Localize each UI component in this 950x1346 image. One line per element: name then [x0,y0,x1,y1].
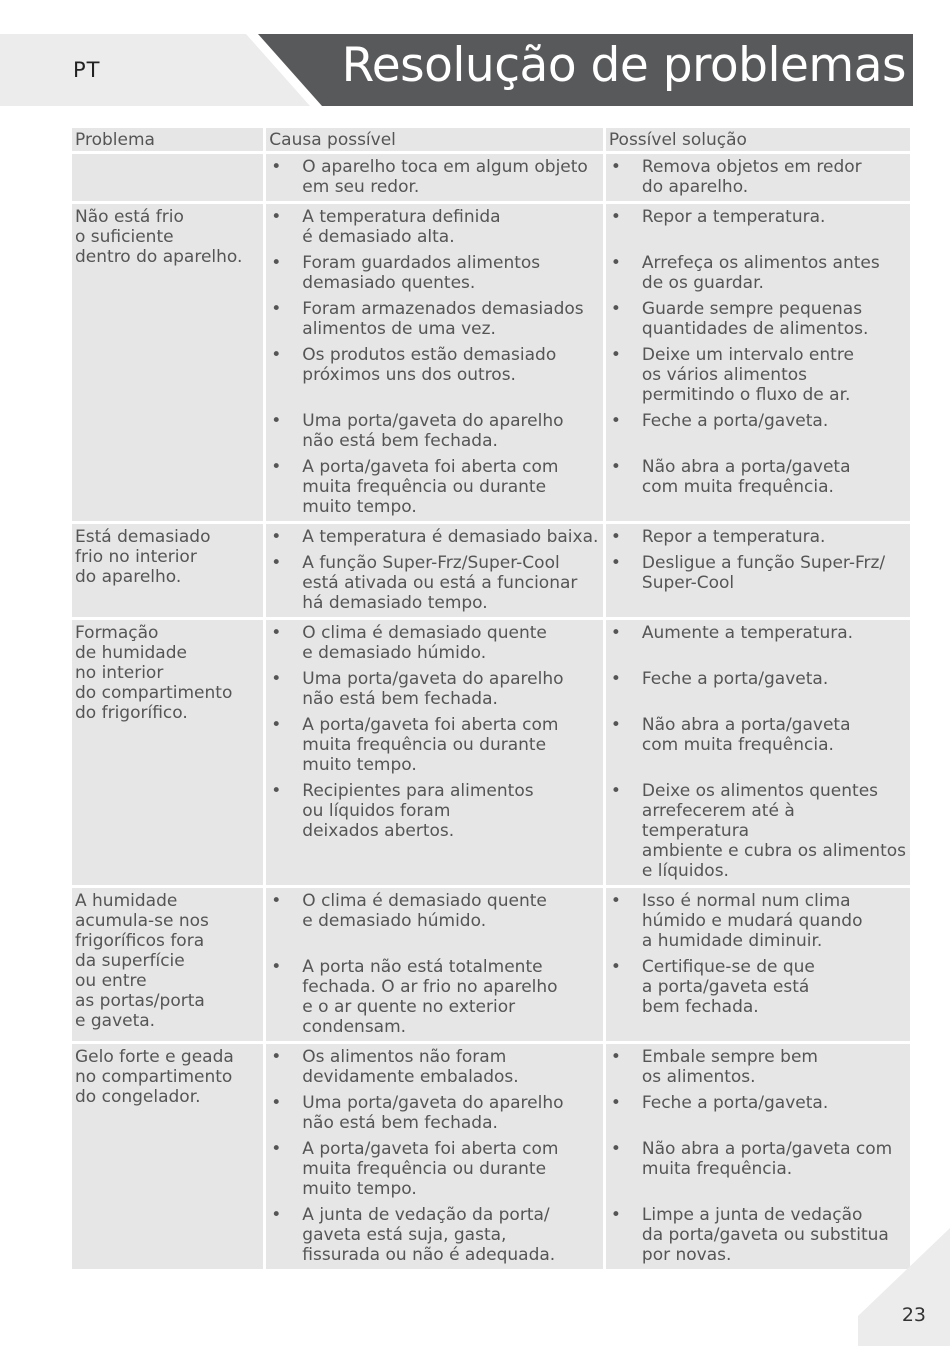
solution-text: Não abra a porta/gaveta com muita frequência. [641,715,851,755]
cause-list-item [269,411,600,451]
solution-list-item [609,345,907,405]
solution-cell [606,1044,910,1269]
solution-text: Feche a porta/gaveta. [641,1093,829,1113]
solution-list-item [609,553,907,613]
cause-list-item [269,299,600,339]
cause-cell [266,620,603,885]
bullet-icon: • [271,623,282,643]
cause-text: Uma porta/gaveta do aparelho não está bem fechada. [302,411,564,451]
cause-text: A função Super-Frz/Super-Cool está ativada ou está a funcionar há demasiado tempo. [302,553,578,613]
bullet-icon: • [610,1205,621,1225]
bullet-icon: • [610,891,621,911]
bullet-icon: • [271,253,282,273]
bullet-icon: • [610,411,621,431]
bullet-icon: • [610,527,621,547]
solution-list-item [609,207,907,247]
cause-list-item [269,1093,600,1133]
table-header-row [72,128,910,151]
bullet-icon: • [271,957,282,977]
bullet-icon: • [271,781,282,801]
bullet-icon: • [271,527,282,547]
solution-text: Deixe um intervalo entre os vários alimentos permitindo o fluxo de ar. [641,345,854,405]
problem-text: Está demasiado frio no interior do aparelho. [75,527,211,587]
cause-list-item [269,157,600,197]
solution-cell [606,154,910,201]
cause-cell [266,888,603,1041]
table-row [72,524,910,617]
bullet-icon: • [271,299,282,319]
solution-list-item [609,669,907,709]
cause-list-item [269,1205,600,1265]
solution-list-item [609,891,907,951]
bullet-icon: • [610,207,621,227]
cause-list-item [269,553,600,613]
solution-list-item [609,253,907,293]
solution-text: Limpe a junta de vedação da porta/gaveta ou substitua por novas. [641,1205,889,1265]
cause-cell [266,524,603,617]
page-title: Resolução de problemas [341,38,906,93]
cause-list-item [269,1047,600,1087]
table-row [72,620,910,885]
solution-cell [606,888,910,1041]
bullet-icon: • [271,1205,282,1225]
cause-list-item [269,207,600,247]
solution-text: Repor a temperatura. [641,207,826,227]
bullet-icon: • [271,715,282,735]
cause-text: A junta de vedação da porta/ gaveta está suja, gasta, fissurada ou não é adequada. [302,1205,556,1265]
bullet-icon: • [610,781,621,801]
problem-cell [72,204,263,521]
solution-text: Feche a porta/gaveta. [641,669,829,689]
bullet-icon: • [610,253,621,273]
solution-text: Guarde sempre pequenas quantidades de alimentos. [641,299,869,339]
solution-list-item [609,411,907,451]
cause-text: Foram guardados alimentos demasiado quentes. [302,253,541,293]
table-row [72,204,910,521]
solution-cell [606,204,910,521]
bullet-icon: • [271,891,282,911]
troubleshooting-table [69,125,913,1272]
table-row [72,1044,910,1269]
bullet-icon: • [271,411,282,431]
table-row [72,888,910,1041]
solution-text: Feche a porta/gaveta. [641,411,829,431]
cause-text: Os alimentos não foram devidamente embalados. [302,1047,519,1087]
problem-cell [72,888,263,1041]
column-header-cause: Causa possível [266,128,603,151]
cause-text: O clima é demasiado quente e demasiado húmido. [302,623,547,663]
solution-text: Certifique-se de que a porta/gaveta está bem fechada. [641,957,815,1017]
bullet-icon: • [610,345,621,365]
solution-list-item [609,1047,907,1087]
cause-text: Os produtos estão demasiado próximos uns dos outros. [302,345,557,385]
cause-list-item [269,715,600,775]
cause-list-item [269,623,600,663]
bullet-icon: • [271,553,282,573]
solution-cell [606,620,910,885]
language-label: PT [73,58,101,82]
solution-list-item [609,781,907,881]
problem-cell [72,524,263,617]
problem-cell [72,620,263,885]
bullet-icon: • [610,669,621,689]
solution-list-item [609,157,907,197]
cause-text: A temperatura é demasiado baixa. [302,527,599,547]
problem-text: A humidade acumula-se nos frigoríficos fora da superfície ou entre as portas/porta e gaveta. [75,891,209,1031]
solution-list-item [609,957,907,1037]
bullet-icon: • [610,299,621,319]
cause-list-item [269,669,600,709]
solution-list-item [609,457,907,517]
cause-text: A porta não está totalmente fechada. O ar frio no aparelho e o ar quente no exterior condensam. [302,957,558,1037]
bullet-icon: • [610,1047,621,1067]
table-row [72,154,910,201]
column-header-problem: Problema [72,128,263,151]
cause-list-item [269,891,600,951]
cause-text: A temperatura definida é demasiado alta. [302,207,501,247]
cause-cell [266,154,603,201]
bullet-icon: • [610,553,621,573]
cause-text: O aparelho toca em algum objeto em seu redor. [302,157,588,197]
bullet-icon: • [271,1093,282,1113]
cause-list-item [269,1139,600,1199]
cause-list-item [269,253,600,293]
solution-list-item [609,1139,907,1199]
problem-cell [72,1044,263,1269]
solution-list-item [609,527,907,547]
cause-list-item [269,781,600,881]
cause-cell [266,204,603,521]
solution-list-item [609,1205,907,1265]
bullet-icon: • [271,345,282,365]
solution-text: Repor a temperatura. [641,527,826,547]
solution-text: Isso é normal num clima húmido e mudará quando a humidade diminuir. [641,891,863,951]
bullet-icon: • [271,1047,282,1067]
bullet-icon: • [610,715,621,735]
bullet-icon: • [271,457,282,477]
cause-list-item [269,457,600,517]
bullet-icon: • [610,623,621,643]
solution-text: Aumente a temperatura. [641,623,854,643]
bullet-icon: • [610,157,621,177]
bullet-icon: • [610,1139,621,1159]
cause-text: Recipientes para alimentos ou líquidos foram deixados abertos. [302,781,534,841]
bullet-icon: • [610,957,621,977]
header-left-band [0,34,310,106]
solution-text: Arrefeça os alimentos antes de os guardar. [641,253,880,293]
solution-text: Não abra a porta/gaveta com muita frequência. [641,457,851,497]
cause-list-item [269,957,600,1037]
cause-text: A porta/gaveta foi aberta com muita frequência ou durante muito tempo. [302,715,559,775]
solution-text: Não abra a porta/gaveta com muita frequência. [641,1139,893,1179]
solution-cell [606,524,910,617]
page-number: 23 [901,1304,926,1326]
solution-list-item [609,623,907,663]
bullet-icon: • [610,457,621,477]
cause-text: Uma porta/gaveta do aparelho não está bem fechada. [302,1093,564,1133]
problem-text: Gelo forte e geada no compartimento do congelador. [75,1047,234,1107]
cause-text: A porta/gaveta foi aberta com muita frequência ou durante muito tempo. [302,1139,559,1199]
bullet-icon: • [271,669,282,689]
column-header-solution: Possível solução [606,128,910,151]
solution-text: Remova objetos em redor do aparelho. [641,157,862,197]
cause-text: Foram armazenados demasiados alimentos de uma vez. [302,299,584,339]
bullet-icon: • [271,207,282,227]
cause-text: O clima é demasiado quente e demasiado húmido. [302,891,547,931]
cause-text: A porta/gaveta foi aberta com muita frequência ou durante muito tempo. [302,457,559,517]
bullet-icon: • [610,1093,621,1113]
problem-cell [72,154,263,201]
cause-list-item [269,527,600,547]
problem-text: Não está frio o suficiente dentro do aparelho. [75,207,243,267]
solution-list-item [609,715,907,775]
cause-text: Uma porta/gaveta do aparelho não está bem fechada. [302,669,564,709]
solution-text: Embale sempre bem os alimentos. [641,1047,818,1087]
solution-list-item [609,299,907,339]
solution-text: Desligue a função Super-Frz/ Super-Cool [641,553,886,593]
solution-list-item [609,1093,907,1133]
cause-cell [266,1044,603,1269]
bullet-icon: • [271,157,282,177]
problem-text: Formação de humidade no interior do compartimento do frigorífico. [75,623,233,723]
cause-list-item [269,345,600,405]
bullet-icon: • [271,1139,282,1159]
solution-text: Deixe os alimentos quentes arrefecerem até à temperatura ambiente e cubra os alimentos e líquidos. [641,781,906,881]
